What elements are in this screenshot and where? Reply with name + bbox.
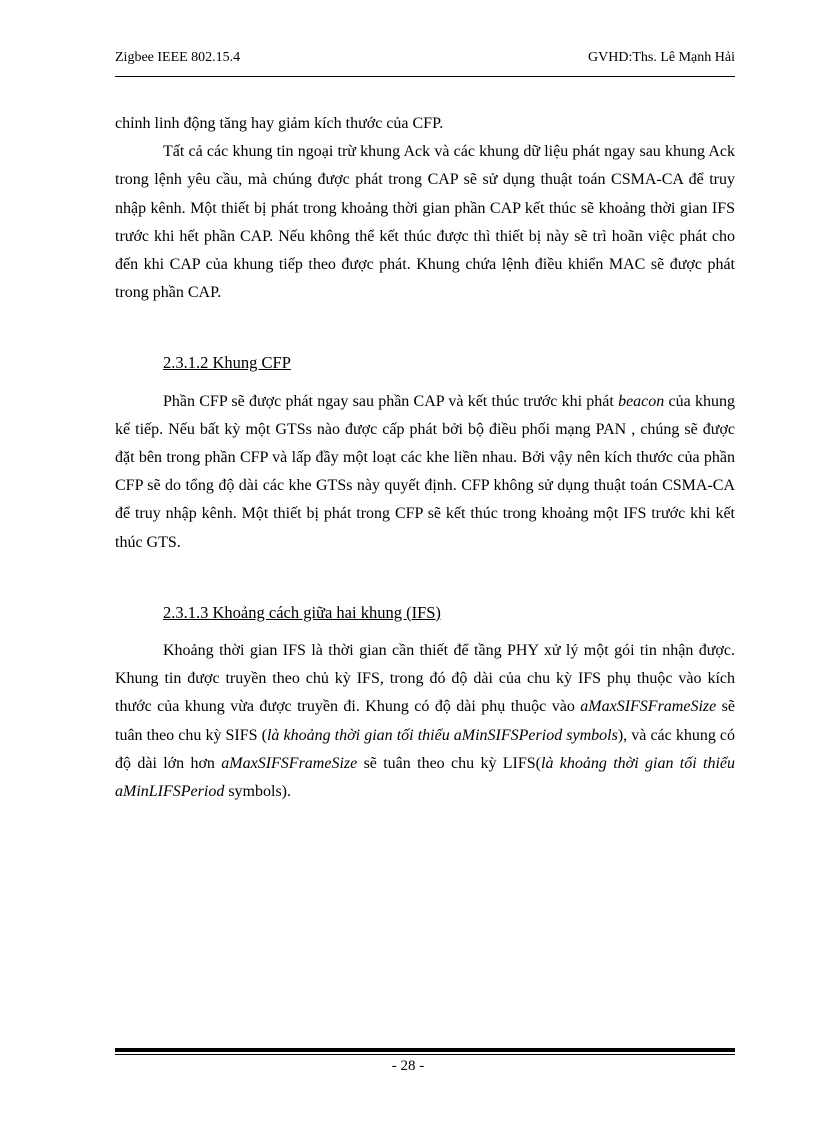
ifs-text-3: ), và các khung có độ dài lớn hơn — [115, 726, 736, 772]
paragraph-cfp-text-2: của khung kế tiếp. Nếu bất kỳ một GTSs nào được cấp phát bởi bộ điều phối mạng PAN , chúng sẽ được đặt bên trong phần CFP và lấp đầy một loạt các khe liền nhau. Bởi vậy nên kích thước của phần CFP sẽ do tổng độ dài các khe GTSs này quyết định. CFP không sử dụng thuật toán CSMA-CA để truy nhập kênh. Một thiết bị phát trong CFP sẽ kết thúc trong khoảng một IFS trước khi kết thúc GTS. — [115, 392, 735, 551]
ifs-text-4: sẽ tuân theo chu kỳ LIFS( — [357, 754, 542, 772]
page-number: - 28 - — [391, 1058, 425, 1074]
ifs-emphasis-2: là khoảng thời gian tối thiểu aMinSIFSPeriod symbols — [266, 726, 618, 744]
footer-rule-thick — [115, 1048, 735, 1052]
paragraph-ifs — [115, 637, 735, 806]
document-body — [115, 110, 735, 806]
ifs-emphasis-1: aMaxSIFSFrameSize — [580, 698, 717, 716]
header-rule — [115, 76, 735, 77]
header-instructor: GVHD:Ths. Lê Mạnh Hải — [588, 50, 735, 65]
heading-cfp: 2.3.1.2 Khung CFP — [163, 353, 291, 373]
paragraph-cfp-text-1: Phần CFP sẽ được phát ngay sau phần CAP và kết thúc trước khi phát — [163, 392, 619, 410]
page-header — [115, 50, 735, 70]
ifs-emphasis-3: aMaxSIFSFrameSize — [221, 754, 358, 772]
ifs-emphasis-4: là khoảng thời gian tối thiểu aMinLIFSPeriod — [115, 754, 736, 801]
paragraph-cap: Tất cả các khung tin ngoại trừ khung Ack và các khung dữ liệu phát ngay sau khung Ack trong lệnh yêu cầu, mà chúng được phát trong CAP sẽ sử dụng thuật toán CSMA-CA để truy nhập kênh. Một thiết bị phát trong khoảng thời gian phần CAP kết thúc sẽ khoảng thời gian IFS trước khi hết phần CAP. Nếu không thể kết thúc được thì thiết bị này sẽ trì hoãn việc phát cho đến khi CAP của khung tiếp theo được phát. Khung chứa lệnh điều khiển MAC sẽ được phát trong phần CAP. — [115, 143, 735, 302]
paragraph-cfp-emphasis: beacon — [618, 392, 665, 410]
heading-ifs: 2.3.1.3 Khoảng cách giữa hai khung (IFS) — [163, 602, 441, 622]
ifs-text-5: symbols). — [224, 783, 291, 801]
footer-rule-thin — [115, 1054, 735, 1055]
paragraph-cfp — [115, 388, 735, 557]
ifs-text-2: sẽ tuân theo chu kỳ SIFS ( — [115, 698, 736, 744]
paragraph-continuation: chỉnh linh động tăng hay giảm kích thước của CFP. — [115, 115, 444, 132]
header-title: Zigbee IEEE 802.15.4 — [115, 50, 241, 65]
ifs-text-1: Khoảng thời gian IFS là thời gian cần thiết để tầng PHY xử lý một gói tin nhận được. Khung tin được truyền theo chủ kỳ IFS, trong đó độ dài của chu kỳ IFS phụ thuộc vào kích thước của khung vừa được truyền đi. Khung có độ dài phụ thuộc vào — [115, 642, 735, 716]
